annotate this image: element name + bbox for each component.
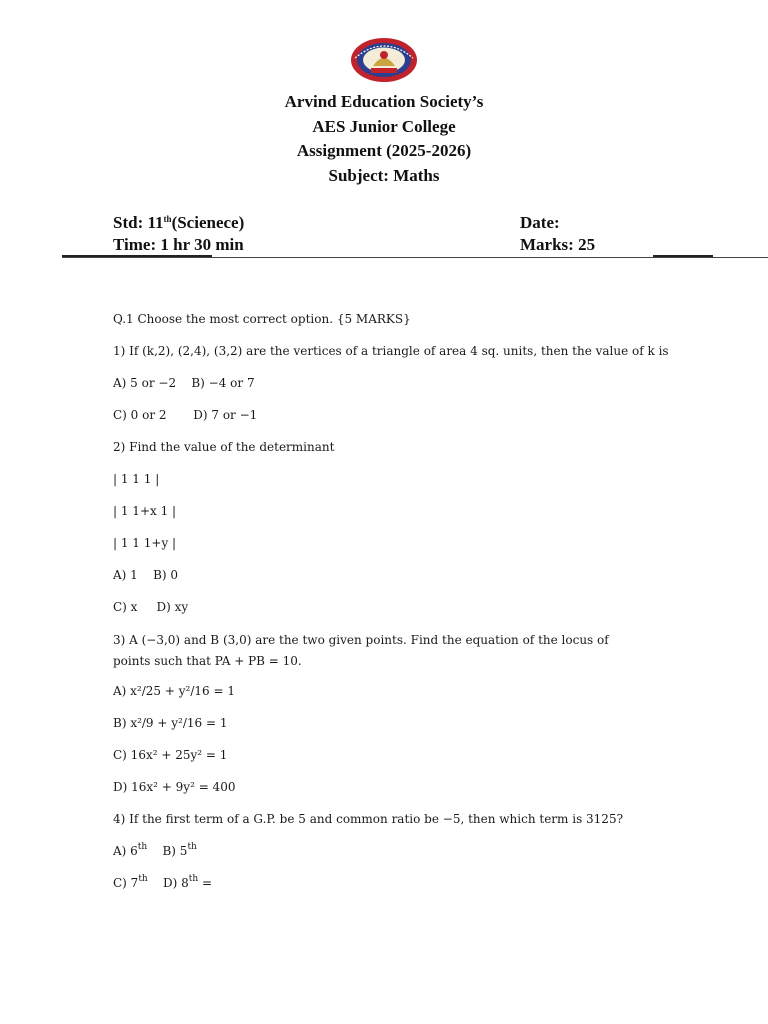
- q4-option-d-text: D) 8: [163, 876, 189, 890]
- q2-options-cd: [113, 600, 188, 614]
- q1-option-d: D) 7 or −1: [193, 408, 258, 422]
- q2-option-a: A) 1: [113, 568, 138, 582]
- std-prefix: Std: 11: [113, 213, 164, 232]
- subject-title: Subject: Maths: [328, 165, 440, 185]
- q1-options-cd: [113, 408, 257, 422]
- q2-matrix-row-3: | 1 1 1+y |: [113, 536, 177, 550]
- q4-option-c: [113, 876, 148, 890]
- assignment-title: Assignment (2025-2026): [296, 141, 472, 160]
- q1-options-ab: [113, 376, 255, 390]
- q3-text: 3) A (−3,0) and B (3,0) are the two given points. Find the equation of the locus of points such that PA + PB = 10.: [113, 633, 609, 668]
- date-line: Date:: [520, 213, 560, 232]
- std-sup: th: [163, 214, 172, 224]
- q2-matrix-row-2: | 1 1+x 1 |: [113, 504, 177, 518]
- q1-text: 1) If (k,2), (2,4), (3,2) are the vertices of a triangle of area 4 sq. units, then the value of k is: [113, 344, 669, 358]
- q4-option-d-sup: th: [188, 874, 199, 884]
- time-line: Time: 1 hr 30 min: [113, 235, 244, 254]
- aes-emblem-logo: [349, 36, 419, 84]
- section-title: Q.1 Choose the most correct option. {5 MARKS}: [113, 312, 411, 326]
- header-divider-accent-left: [62, 255, 212, 257]
- q4-option-d-suffix: =: [198, 876, 213, 890]
- q1-option-a: A) 5 or −2: [113, 376, 177, 390]
- q3-option-c: C) 16x² + 25y² = 1: [113, 748, 228, 762]
- q1-option-c: C) 0 or 2: [113, 408, 167, 422]
- college-name: AES Junior College: [312, 116, 456, 136]
- q2-text: 2) Find the value of the determinant: [113, 440, 335, 454]
- q4-option-b-sup: th: [187, 842, 197, 852]
- q3-option-d: D) 16x² + 9y² = 400: [113, 780, 236, 794]
- q1-option-b: B) −4 or 7: [191, 376, 255, 390]
- q2-matrix-row-1: | 1 1 1 |: [113, 472, 160, 486]
- q2-option-b: B) 0: [153, 568, 179, 582]
- q4-option-b: [162, 844, 196, 858]
- q2-option-c: C) x: [113, 600, 138, 614]
- q3-option-b: B) x²/9 + y²/16 = 1: [113, 716, 228, 730]
- q3-option-a: A) x²/25 + y²/16 = 1: [113, 684, 235, 698]
- header-divider-accent-right: [653, 255, 713, 257]
- q2-options-ab: [113, 568, 178, 582]
- header-divider: [62, 257, 768, 258]
- q4-options-ab: [113, 844, 197, 858]
- q4-options-cd: [113, 876, 212, 890]
- document-header: [0, 90, 768, 188]
- q4-option-a-sup: th: [137, 842, 148, 852]
- q4-text: 4) If the first term of a G.P. be 5 and common ratio be −5, then which term is 3125?: [113, 812, 624, 826]
- q4-option-c-text: C) 7: [113, 876, 139, 890]
- q4-option-a: [113, 844, 147, 858]
- std-suffix: (Scienece): [171, 213, 245, 232]
- meta-right: [520, 212, 720, 256]
- q4-option-a-text: A) 6: [113, 844, 138, 858]
- q2-option-d: D) xy: [156, 600, 189, 614]
- q4-option-c-sup: th: [138, 874, 148, 884]
- society-name: Arvind Education Society’s: [284, 92, 484, 111]
- q4-option-b-text: B) 5: [162, 844, 188, 858]
- q4-option-d: [163, 876, 212, 890]
- marks-line: Marks: 25: [520, 235, 596, 254]
